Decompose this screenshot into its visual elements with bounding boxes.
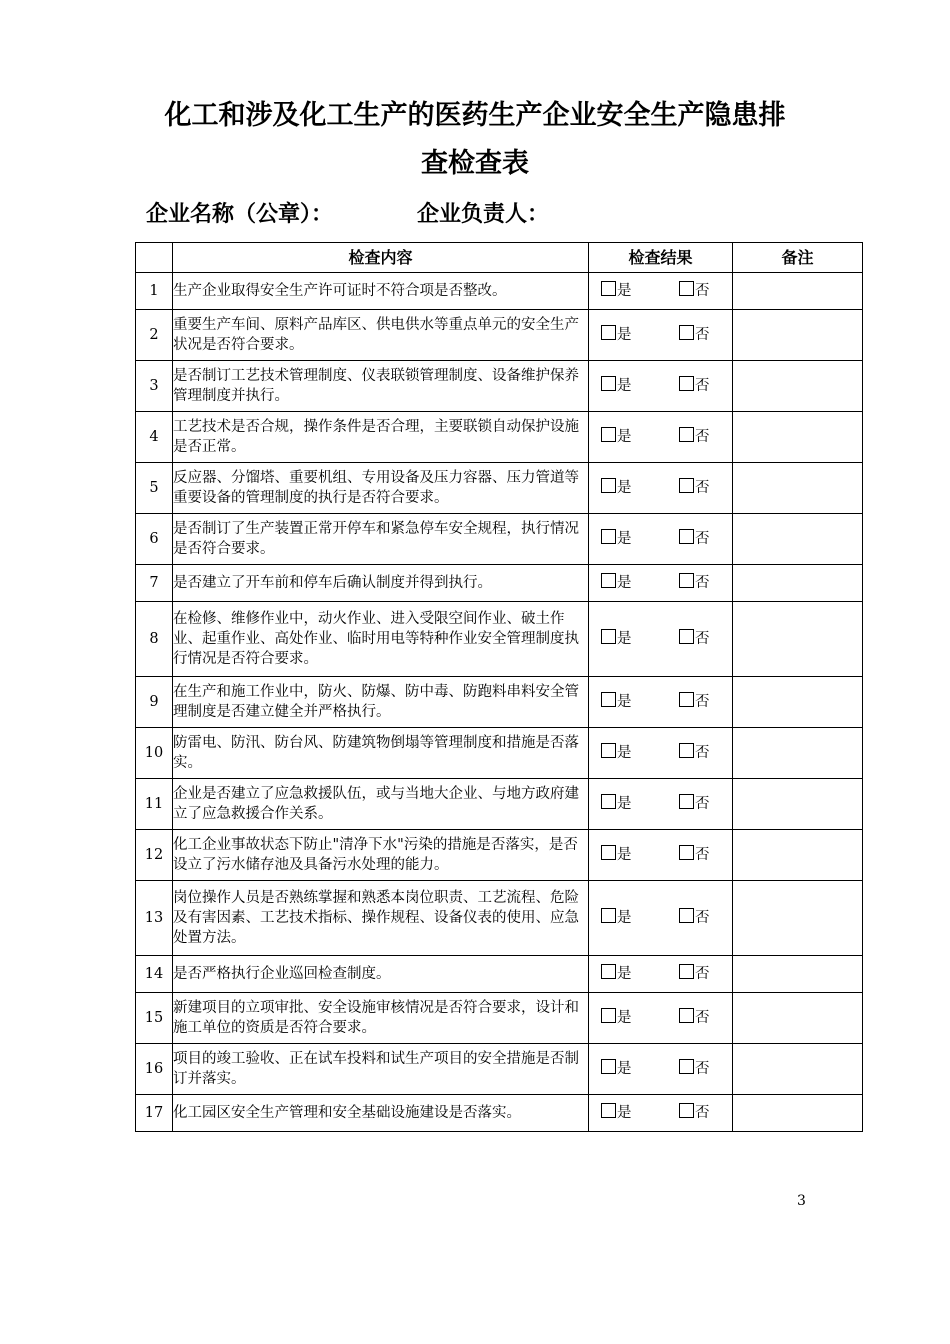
check-item-content: 工艺技术是否合规，操作条件是否合理，主要联锁自动保护设施是否正常。 — [173, 412, 589, 463]
yes-checkbox[interactable] — [601, 573, 616, 588]
no-option[interactable] — [679, 794, 710, 814]
remarks-cell[interactable] — [733, 463, 863, 514]
no-label: 否 — [695, 966, 710, 982]
yes-checkbox[interactable] — [601, 427, 616, 442]
no-label: 否 — [695, 847, 710, 863]
no-label: 否 — [695, 378, 710, 394]
no-checkbox[interactable] — [679, 1103, 694, 1118]
yes-option[interactable] — [601, 908, 679, 928]
remarks-cell[interactable] — [733, 514, 863, 565]
check-item-content: 新建项目的立项审批、安全设施审核情况是否符合要求，设计和施工单位的资质是否符合要求。 — [173, 993, 589, 1044]
yes-checkbox[interactable] — [601, 845, 616, 860]
header-number — [136, 243, 173, 273]
remarks-cell[interactable] — [733, 956, 863, 993]
yes-checkbox[interactable] — [601, 692, 616, 707]
yes-checkbox[interactable] — [601, 629, 616, 644]
row-number: 2 — [136, 310, 173, 361]
yes-label: 是 — [617, 531, 632, 547]
yes-label: 是 — [617, 575, 632, 591]
check-result-cell — [589, 881, 733, 956]
row-number: 12 — [136, 830, 173, 881]
header-result: 检查结果 — [589, 243, 733, 273]
table-row — [136, 677, 863, 728]
check-item-content: 反应器、分馏塔、重要机组、专用设备及压力容器、压力管道等重要设备的管理制度的执行是否符合要求。 — [173, 463, 589, 514]
no-checkbox[interactable] — [679, 529, 694, 544]
check-result-cell — [589, 956, 733, 993]
page-number: 3 — [797, 1193, 806, 1209]
check-result-cell — [589, 565, 733, 602]
remarks-cell[interactable] — [733, 993, 863, 1044]
header-content: 检查内容 — [173, 243, 589, 273]
header-remarks: 备注 — [733, 243, 863, 273]
no-label: 否 — [695, 283, 710, 299]
yes-option[interactable] — [601, 281, 679, 301]
check-result-cell — [589, 728, 733, 779]
row-number: 14 — [136, 956, 173, 993]
remarks-cell[interactable] — [733, 1044, 863, 1095]
check-result-cell — [589, 463, 733, 514]
yes-label: 是 — [617, 429, 632, 445]
check-item-content: 重要生产车间、原料产品库区、供电供水等重点单元的安全生产状况是否符合要求。 — [173, 310, 589, 361]
inspection-checklist-table — [135, 242, 863, 1132]
check-result-cell — [589, 412, 733, 463]
no-option[interactable] — [679, 692, 710, 712]
no-option[interactable] — [679, 1008, 710, 1028]
table-row — [136, 412, 863, 463]
check-item-content: 项目的竣工验收、正在试车投料和试生产项目的安全措施是否制订并落实。 — [173, 1044, 589, 1095]
row-number: 4 — [136, 412, 173, 463]
check-result-cell — [589, 361, 733, 412]
no-label: 否 — [695, 327, 710, 343]
no-checkbox[interactable] — [679, 1059, 694, 1074]
no-option[interactable] — [679, 281, 710, 301]
table-row — [136, 602, 863, 677]
yes-checkbox[interactable] — [601, 1103, 616, 1118]
no-checkbox[interactable] — [679, 692, 694, 707]
remarks-cell[interactable] — [733, 361, 863, 412]
no-option[interactable] — [679, 964, 710, 984]
check-result-cell — [589, 310, 733, 361]
yes-label: 是 — [617, 796, 632, 812]
table-row — [136, 514, 863, 565]
no-option[interactable] — [679, 529, 710, 549]
yes-label: 是 — [617, 327, 632, 343]
no-checkbox[interactable] — [679, 629, 694, 644]
no-label: 否 — [695, 429, 710, 445]
yes-checkbox[interactable] — [601, 325, 616, 340]
table-row — [136, 361, 863, 412]
yes-option[interactable] — [601, 573, 679, 593]
remarks-cell[interactable] — [733, 779, 863, 830]
check-result-cell — [589, 602, 733, 677]
no-label: 否 — [695, 1061, 710, 1077]
yes-option[interactable] — [601, 1008, 679, 1028]
yes-checkbox[interactable] — [601, 478, 616, 493]
check-result-cell — [589, 830, 733, 881]
row-number: 7 — [136, 565, 173, 602]
check-result-cell — [589, 1095, 733, 1132]
company-name-label: 企业名称（公章）： — [146, 201, 334, 227]
no-checkbox[interactable] — [679, 478, 694, 493]
no-checkbox[interactable] — [679, 794, 694, 809]
check-item-content: 在生产和施工作业中，防火、防爆、防中毒、防跑料串料安全管理制度是否建立健全并严格执行。 — [173, 677, 589, 728]
remarks-cell[interactable] — [733, 565, 863, 602]
no-option[interactable] — [679, 1059, 710, 1079]
yes-label: 是 — [617, 283, 632, 299]
yes-option[interactable] — [601, 845, 679, 865]
row-number: 13 — [136, 881, 173, 956]
no-checkbox[interactable] — [679, 908, 694, 923]
check-result-cell — [589, 993, 733, 1044]
table-row — [136, 779, 863, 830]
yes-label: 是 — [617, 1010, 632, 1026]
table-row — [136, 463, 863, 514]
remarks-cell[interactable] — [733, 830, 863, 881]
no-option[interactable] — [679, 478, 710, 498]
remarks-cell[interactable] — [733, 412, 863, 463]
check-item-content: 是否制订了生产装置正常开停车和紧急停车安全规程，执行情况是否符合要求。 — [173, 514, 589, 565]
no-checkbox[interactable] — [679, 325, 694, 340]
document-title-line-2: 查检查表 — [421, 148, 529, 179]
no-option[interactable] — [679, 908, 710, 928]
yes-option[interactable] — [601, 427, 679, 447]
yes-checkbox[interactable] — [601, 529, 616, 544]
table-row — [136, 956, 863, 993]
yes-label: 是 — [617, 1061, 632, 1077]
check-item-content: 岗位操作人员是否熟练掌握和熟悉本岗位职责、工艺流程、危险及有害因素、工艺技术指标、操作规程、设备仪表的使用、应急处置方法。 — [173, 881, 589, 956]
yes-option[interactable] — [601, 529, 679, 549]
no-checkbox[interactable] — [679, 1008, 694, 1023]
no-checkbox[interactable] — [679, 964, 694, 979]
table-row — [136, 993, 863, 1044]
row-number: 16 — [136, 1044, 173, 1095]
remarks-cell[interactable] — [733, 881, 863, 956]
row-number: 3 — [136, 361, 173, 412]
yes-checkbox[interactable] — [601, 1059, 616, 1074]
yes-label: 是 — [617, 1105, 632, 1121]
row-number: 10 — [136, 728, 173, 779]
yes-option[interactable] — [601, 692, 679, 712]
remarks-cell[interactable] — [733, 1095, 863, 1132]
no-checkbox[interactable] — [679, 376, 694, 391]
table-row — [136, 565, 863, 602]
check-item-content: 是否严格执行企业巡回检查制度。 — [173, 956, 589, 993]
row-number: 1 — [136, 273, 173, 310]
no-checkbox[interactable] — [679, 427, 694, 442]
table-row — [136, 1095, 863, 1132]
yes-label: 是 — [617, 631, 632, 647]
no-label: 否 — [695, 531, 710, 547]
yes-label: 是 — [617, 694, 632, 710]
yes-checkbox[interactable] — [601, 1008, 616, 1023]
no-label: 否 — [695, 480, 710, 496]
yes-label: 是 — [617, 847, 632, 863]
no-option[interactable] — [679, 573, 710, 593]
yes-option[interactable] — [601, 478, 679, 498]
yes-option[interactable] — [601, 376, 679, 396]
no-option[interactable] — [679, 376, 710, 396]
yes-option[interactable] — [601, 964, 679, 984]
table-header-row — [136, 243, 863, 273]
check-item-content: 防雷电、防汛、防台风、防建筑物倒塌等管理制度和措施是否落实。 — [173, 728, 589, 779]
yes-checkbox[interactable] — [601, 743, 616, 758]
row-number: 11 — [136, 779, 173, 830]
check-result-cell — [589, 273, 733, 310]
no-label: 否 — [695, 796, 710, 812]
table-row — [136, 310, 863, 361]
check-item-content: 在检修、维修作业中，动火作业、进入受限空间作业、破土作业、起重作业、高处作业、临时用电等特种作业安全管理制度执行情况是否符合要求。 — [173, 602, 589, 677]
check-result-cell — [589, 1044, 733, 1095]
document-title-line-1: 化工和涉及化工生产的医药生产企业安全生产隐患排 — [164, 100, 786, 131]
table-row — [136, 830, 863, 881]
no-label: 否 — [695, 1010, 710, 1026]
table-row — [136, 273, 863, 310]
yes-option[interactable] — [601, 743, 679, 763]
yes-checkbox[interactable] — [601, 794, 616, 809]
check-item-content: 是否制订工艺技术管理制度、仪表联锁管理制度、设备维护保养管理制度并执行。 — [173, 361, 589, 412]
no-label: 否 — [695, 694, 710, 710]
table-row — [136, 728, 863, 779]
yes-checkbox[interactable] — [601, 281, 616, 296]
check-item-content: 企业是否建立了应急救援队伍，或与当地大企业、与地方政府建立了应急救援合作关系。 — [173, 779, 589, 830]
table-row — [136, 1044, 863, 1095]
yes-checkbox[interactable] — [601, 964, 616, 979]
table-row — [136, 881, 863, 956]
no-label: 否 — [695, 631, 710, 647]
no-checkbox[interactable] — [679, 743, 694, 758]
yes-option[interactable] — [601, 325, 679, 345]
yes-option[interactable] — [601, 629, 679, 649]
no-label: 否 — [695, 910, 710, 926]
no-option[interactable] — [679, 743, 710, 763]
no-label: 否 — [695, 575, 710, 591]
check-result-cell — [589, 514, 733, 565]
check-item-content: 生产企业取得安全生产许可证时不符合项是否整改。 — [173, 273, 589, 310]
yes-option[interactable] — [601, 1103, 679, 1123]
no-checkbox[interactable] — [679, 845, 694, 860]
row-number: 6 — [136, 514, 173, 565]
no-option[interactable] — [679, 325, 710, 345]
check-item-content: 是否建立了开车前和停车后确认制度并得到执行。 — [173, 565, 589, 602]
no-option[interactable] — [679, 1103, 710, 1123]
remarks-cell[interactable] — [733, 273, 863, 310]
yes-option[interactable] — [601, 794, 679, 814]
yes-label: 是 — [617, 966, 632, 982]
remarks-cell[interactable] — [733, 602, 863, 677]
yes-option[interactable] — [601, 1059, 679, 1079]
no-option[interactable] — [679, 845, 710, 865]
responsible-person-label: 企业负责人： — [417, 201, 550, 227]
check-item-content: 化工企业事故状态下防止"清净下水"污染的措施是否落实，是否设立了污水储存池及具备污水处理的能力。 — [173, 830, 589, 881]
remarks-cell[interactable] — [733, 310, 863, 361]
yes-checkbox[interactable] — [601, 908, 616, 923]
remarks-cell[interactable] — [733, 677, 863, 728]
row-number: 5 — [136, 463, 173, 514]
yes-label: 是 — [617, 378, 632, 394]
row-number: 15 — [136, 993, 173, 1044]
yes-label: 是 — [617, 480, 632, 496]
check-item-content: 化工园区安全生产管理和安全基础设施建设是否落实。 — [173, 1095, 589, 1132]
yes-label: 是 — [617, 910, 632, 926]
yes-label: 是 — [617, 745, 632, 761]
row-number: 17 — [136, 1095, 173, 1132]
check-result-cell — [589, 779, 733, 830]
no-option[interactable] — [679, 629, 710, 649]
yes-checkbox[interactable] — [601, 376, 616, 391]
no-checkbox[interactable] — [679, 573, 694, 588]
no-checkbox[interactable] — [679, 281, 694, 296]
row-number: 8 — [136, 602, 173, 677]
check-result-cell — [589, 677, 733, 728]
no-label: 否 — [695, 1105, 710, 1121]
company-info-line — [146, 203, 549, 225]
no-label: 否 — [695, 745, 710, 761]
remarks-cell[interactable] — [733, 728, 863, 779]
row-number: 9 — [136, 677, 173, 728]
no-option[interactable] — [679, 427, 710, 447]
